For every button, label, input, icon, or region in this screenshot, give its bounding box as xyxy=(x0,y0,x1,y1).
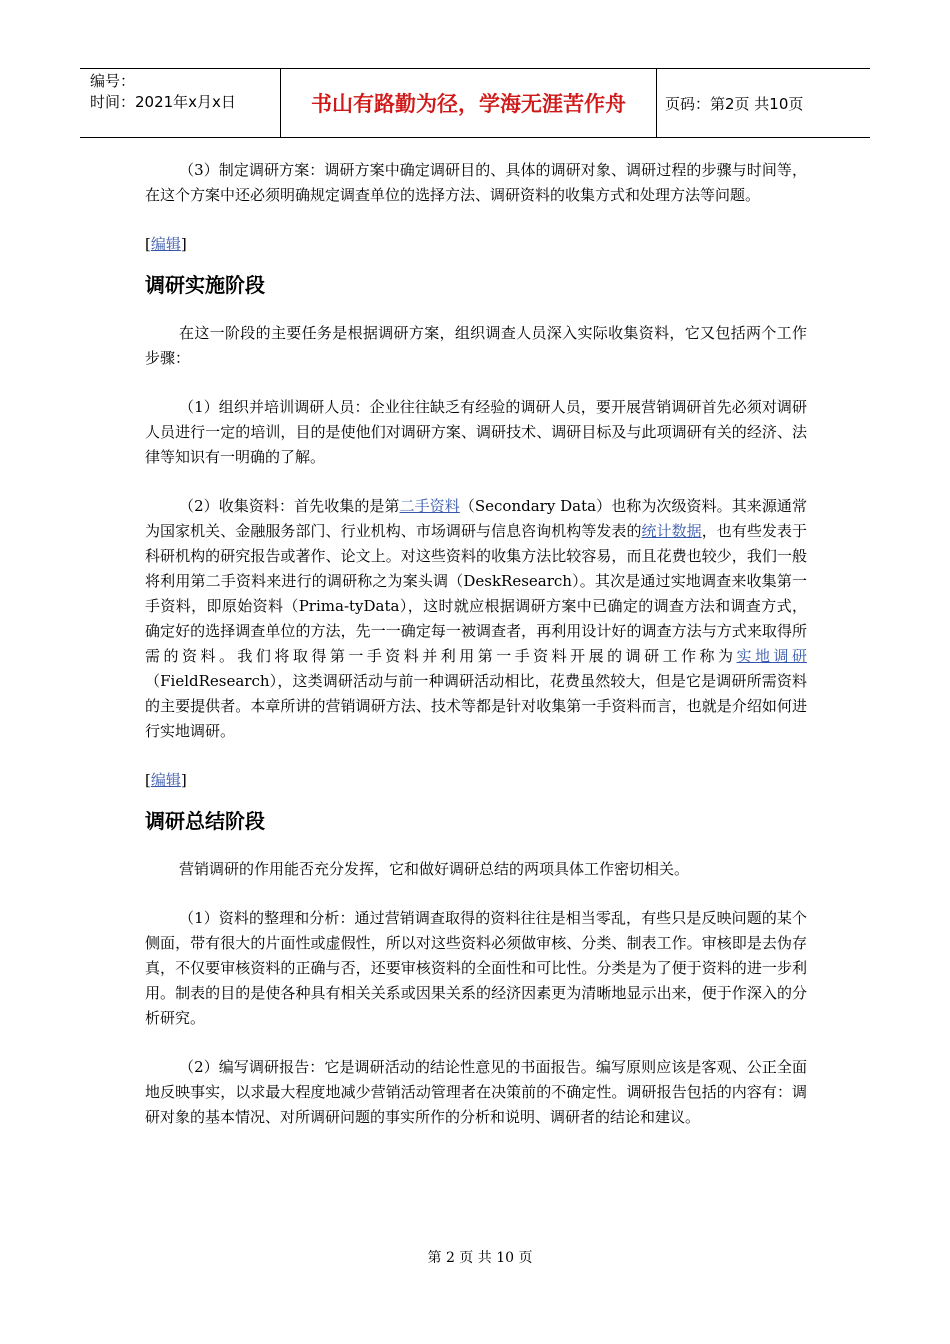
header-page-info: 页码：第2页 共10页 xyxy=(665,94,804,113)
edit-link[interactable]: 编辑 xyxy=(150,235,181,253)
statistics-data-link[interactable]: 统计数据 xyxy=(641,522,702,540)
header-motto: 书山有路勤为径，学海无涯苦作舟 xyxy=(281,69,657,137)
heading-summary: 调研总结阶段 xyxy=(145,809,265,833)
edit-link-2: [编辑] xyxy=(145,771,187,789)
edit-link[interactable]: 编辑 xyxy=(150,771,181,789)
paragraph-implement-step2 xyxy=(145,494,807,744)
step2-text-2: （Secondary Data）也称为次级资料。其来源通常为国家机关、金融服务部门、行业机构、市场调研与信息咨询机构等发表的 xyxy=(145,497,807,540)
paragraph-implement-step1: （1）组织并培训调研人员：企业往往缺乏有经验的调研人员，要开展营销调研首先必须对调研人员进行一定的培训，目的是使他们对调研方案、调研技术、调研目标及与此项调研有关的经济、法律等知识有一明确的了解。 xyxy=(145,398,807,466)
date-label: 时间：2021年x月x日 xyxy=(90,93,236,111)
field-research-link[interactable]: 实地调研 xyxy=(736,647,807,665)
paragraph-summary-intro: 营销调研的作用能否充分发挥，它和做好调研总结的两项具体工作密切相关。 xyxy=(179,860,690,878)
step2-text-4: （FieldResearch），这类调研活动与前一种调研活动相比，花费虽然较大，但是它是调研所需资料的主要提供者。本章所讲的营销调研方法、技术等都是针对收集第一手资料而言，也就是介绍如何进行实地调研。 xyxy=(145,672,807,740)
header-meta xyxy=(80,69,281,137)
page-header xyxy=(80,68,870,138)
paragraph-summary-step2: （2）编写调研报告：它是调研活动的结论性意见的书面报告。编写原则应该是客观、公正全面地反映事实，以求最大程度地减少营销活动管理者在决策前的不确定性。调研报告包括的内容有：调研对象的基本情况、对所调研问题的事实所作的分析和说明、调研者的结论和建议。 xyxy=(145,1058,807,1126)
number-label: 编号： xyxy=(90,72,136,90)
paragraph-summary-step1: （1）资料的整理和分析：通过营销调查取得的资料往往是相当零乱，有些只是反映问题的某个侧面，带有很大的片面性或虚假性，所以对这些资料必须做审核、分类、制表工作。审核即是去伪存真，不仅要审核资料的正确与否，还要审核资料的全面性和可比性。分类是为了便于资料的进一步利用。制表的目的是使各种具有相关关系或因果关系的经济因素更为清晰地显示出来，便于作深入的分析研究。 xyxy=(145,909,807,1027)
page-footer: 第 2 页 共 10 页 xyxy=(427,1250,533,1266)
secondary-data-link[interactable]: 二手资料 xyxy=(399,497,460,515)
edit-link-1: [编辑] xyxy=(145,235,187,253)
paragraph-plan: （3）制定调研方案：调研方案中确定调研目的、具体的调研对象、调研过程的步骤与时间等，在这个方案中还必须明确规定调查单位的选择方法、调研资料的收集方式和处理方法等问题。 xyxy=(145,161,807,204)
step2-text-3: ，也有些发表于科研机构的研究报告或著作、论文上。对这些资料的收集方法比较容易，而且花费也较少，我们一般将利用第二手资料来进行的调研称之为案头调（DeskResearch）。其次是通过实地调查来收集第一手资料，即原始资料（Prima-tyData），这时就应根据调研方案中已确定的调查方法和调查方式，确定好的选择调查单位的方法，先一一确定每一被调查者，再利用设计好的调查方法与方式来取得所需的资料。我们将取得第一手资料并利用第一手资料开展的调研工作称为 xyxy=(145,522,807,665)
heading-implement: 调研实施阶段 xyxy=(145,273,265,297)
document-body xyxy=(145,158,807,1154)
step2-text-1: （2）收集资料：首先收集的是第 xyxy=(179,497,400,515)
paragraph-implement-intro: 在这一阶段的主要任务是根据调研方案，组织调查人员深入实际收集资料，它又包括两个工作步骤： xyxy=(145,324,807,367)
